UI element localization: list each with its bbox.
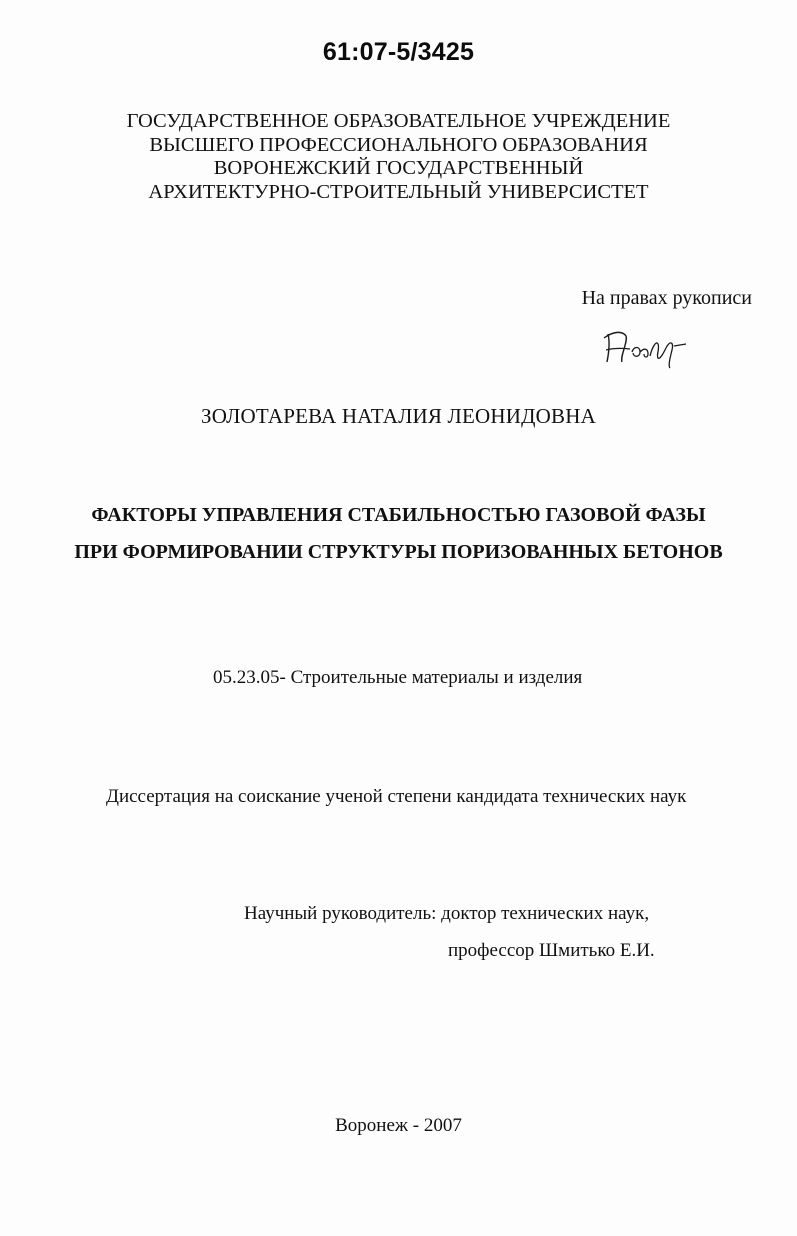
institution-line: АРХИТЕКТУРНО-СТРОИТЕЛЬНЫЙ УНИВЕРСИСТЕТ: [148, 180, 649, 203]
supervisor-name: профессор Шмитько Е.И.: [448, 940, 655, 961]
institution-line: ВОРОНЕЖСКИЙ ГОСУДАРСТВЕННЫЙ: [213, 157, 584, 179]
manuscript-rights-note: На правах рукописи: [581, 287, 752, 309]
title-line: ПРИ ФОРМИРОВАНИИ СТРУКТУРЫ ПОРИЗОВАННЫХ БЕТОНОВ: [74, 541, 723, 563]
institution-header: [0, 110, 797, 204]
catalog-stamp-code: 61:07-5/3425: [322, 38, 475, 66]
dissertation-title: [0, 497, 797, 571]
degree-statement: Диссертация на соискание ученой степени кандидата технических наук: [106, 786, 687, 807]
author-name: ЗОЛОТАРЕВА НАТАЛИЯ ЛЕОНИДОВНА: [201, 404, 596, 428]
handwritten-signature-icon: [600, 322, 700, 372]
institution-line: ГОСУДАРСТВЕННОЕ ОБРАЗОВАТЕЛЬНОЕ УЧРЕЖДЕНИЕ: [126, 110, 671, 132]
title-line: ФАКТОРЫ УПРАВЛЕНИЯ СТАБИЛЬНОСТЬЮ ГАЗОВОЙ ФАЗЫ: [91, 504, 706, 526]
supervisor-title: Научный руководитель: доктор технических наук,: [244, 903, 650, 924]
city-year: Воронеж - 2007: [335, 1115, 462, 1136]
institution-line: ВЫСШЕГО ПРОФЕССИОНАЛЬНОГО ОБРАЗОВАНИЯ: [149, 133, 648, 156]
specialty-code: 05.23.05- Строительные материалы и изделия: [213, 667, 583, 688]
